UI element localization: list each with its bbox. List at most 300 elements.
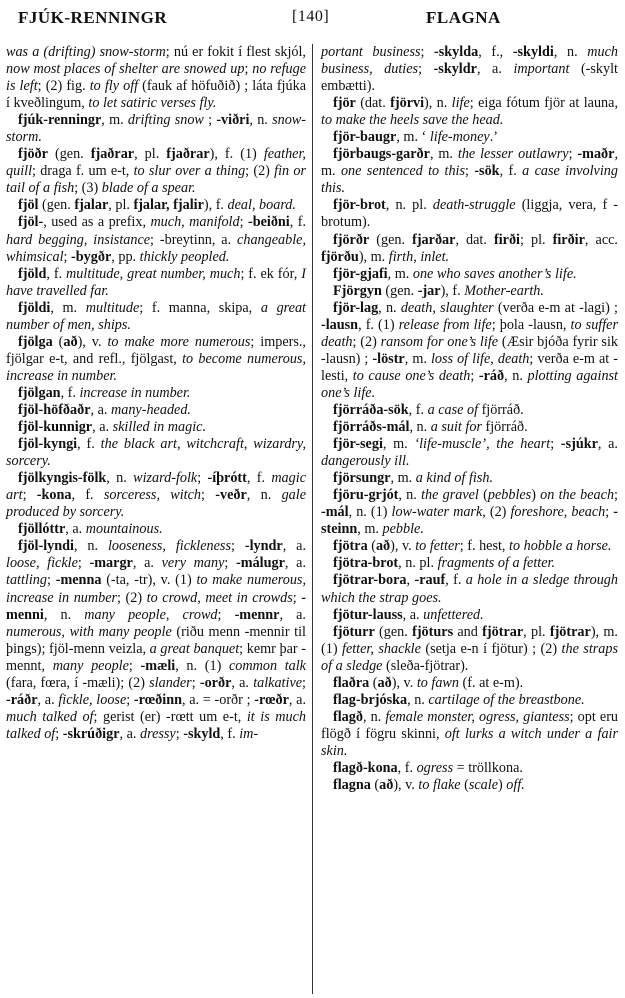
entry-text: ; <box>203 112 217 129</box>
entry-text: (gen. <box>38 197 75 214</box>
left-column-entry <box>6 334 306 385</box>
headword: -skyldr <box>433 61 477 78</box>
definition-text: im- <box>239 725 259 742</box>
definition-text: thickly peopled. <box>139 248 230 265</box>
left-column-entry <box>6 402 306 419</box>
definition-text: plotting against one’s life. <box>321 367 618 401</box>
headword: fjötrar <box>482 623 524 640</box>
headword: -mennr <box>234 606 280 623</box>
entry-text: ), m. (1) <box>321 623 618 657</box>
definition-text: a great number of men, ships. <box>6 299 306 333</box>
headword: fjöl-kyngi <box>18 436 78 453</box>
entry-text: , pl. <box>523 623 550 640</box>
entry-text: (riðu menn -mennir til þings); fjöl-menn veizla, <box>6 623 306 657</box>
entry-text: ; <box>292 589 302 606</box>
definition-text: many people, crowd <box>84 606 218 623</box>
entry-text: (gen. <box>374 623 413 640</box>
right-column-entry <box>321 402 618 419</box>
headword: að <box>377 674 392 691</box>
definition-text: ) snow-storm <box>90 44 166 60</box>
headword: fjötrar <box>549 623 591 640</box>
headword: -rauf <box>414 572 446 589</box>
entry-text: , dat. <box>455 231 494 248</box>
definition-text: wizard-folk <box>133 470 198 487</box>
definition-text: fragments of a fetter. <box>437 555 555 572</box>
left-column-entry <box>6 146 306 197</box>
entry-text: , pp. <box>111 248 140 265</box>
entry-text: ; <box>550 436 561 453</box>
headword: fjörbaugs-garðr <box>333 146 430 163</box>
right-column-entry <box>321 607 618 624</box>
headword: -skylda <box>434 44 479 60</box>
headword: fjötrar-bora <box>333 572 407 589</box>
definition-text: sorceress, witch <box>103 487 202 504</box>
entry-text: ( <box>369 674 378 691</box>
entry-text: ; <box>217 606 235 623</box>
right-column-entry <box>321 470 618 487</box>
definition-text: fetter, shackle <box>342 640 421 657</box>
entry-text: ; <box>418 61 434 78</box>
entry-text: (dat. <box>355 95 391 112</box>
definition-text: ogress <box>416 759 454 776</box>
entry-text: , a. = -orðr ; <box>182 691 255 708</box>
headword: fjör-lag <box>333 299 379 316</box>
entry-text: = tröllkona. <box>453 759 523 776</box>
headword: -lyndr <box>244 538 283 555</box>
headword: -sjúkr <box>560 436 598 453</box>
entry-text: , n. (1) <box>175 657 229 674</box>
definition-text: to cause one’s death <box>352 367 471 384</box>
right-column-entry <box>321 95 618 129</box>
entry-text: ), f. (1) <box>209 146 264 163</box>
entry-text: , n. <box>553 44 588 60</box>
headword: -margr <box>89 555 133 572</box>
definition-text: multitude, great number, much <box>66 265 241 282</box>
left-column-entry <box>6 197 306 214</box>
definition-text: important <box>513 61 570 78</box>
headword: -mál <box>321 504 349 521</box>
definition-text: low-water mark <box>391 504 483 521</box>
definition-text: to become numerous, increase in number. <box>6 350 306 384</box>
definition-text: death-struggle <box>432 197 516 214</box>
entry-text: , n. <box>407 691 429 708</box>
definition-text: to make numerous, increase in number <box>6 572 306 606</box>
entry-text: , a. <box>132 555 162 572</box>
column-divider <box>312 44 313 994</box>
entry-text: ( <box>460 777 469 794</box>
entry-text: ; pl. <box>519 231 553 248</box>
entry-text: ( <box>52 333 64 350</box>
entry-text: , n. <box>246 487 282 504</box>
headword: -íþrótt <box>207 470 247 487</box>
headword: fjör <box>333 95 356 112</box>
entry-text: ; <box>47 572 56 589</box>
definition-text: scale <box>468 777 498 794</box>
definition-text: multitude <box>85 299 140 316</box>
definition-text: drifting <box>48 44 91 60</box>
entry-text: ; <box>126 691 134 708</box>
entry-text: ( <box>478 487 488 504</box>
entry-text: , f. <box>289 214 306 231</box>
entry-text: , n. <box>398 487 422 504</box>
entry-text: , n. <box>43 606 85 623</box>
entry-text: ; <box>302 674 306 691</box>
entry-text: , n. <box>106 470 134 487</box>
entry-text: ), m. <box>358 248 389 265</box>
definition-text: many people <box>52 657 129 674</box>
definition-text: to fly off <box>89 78 139 95</box>
headword: fjöl- <box>18 214 44 231</box>
definition-text: increase in number. <box>79 384 191 401</box>
entry-text: ; <box>420 44 435 60</box>
entry-text: ; <box>465 163 475 180</box>
definition-text: loss of life, death <box>430 350 530 367</box>
definition-text: gale produced by sorcery. <box>6 487 306 521</box>
entry-text: (liggja, vera, f -brotum). <box>321 197 618 231</box>
entry-text: (fara, fœra, í -mæli); (2) <box>6 674 150 691</box>
definition-text: to flake <box>418 777 461 794</box>
headword: -steinn <box>321 504 619 538</box>
headword: -jar <box>417 282 441 299</box>
entry-text: ( <box>367 538 376 555</box>
entry-text: , f. <box>46 265 67 282</box>
definition-text: the straps of a sledge <box>321 640 619 674</box>
headword: fjöðr <box>18 146 48 163</box>
entry-text: , a. <box>279 606 306 623</box>
definition-text: no refuge is left <box>6 61 306 95</box>
entry-text: , f. <box>60 384 80 401</box>
entry-text: ; <box>55 725 63 742</box>
right-column-entry <box>321 572 618 606</box>
entry-text: , f. <box>408 401 428 418</box>
entry-text: (f. at e-m). <box>459 674 524 691</box>
right-column-entry <box>321 709 618 760</box>
entry-text: , a. <box>282 538 306 555</box>
headword: fjötur-lauss <box>333 606 403 623</box>
definition-text: feather, quill <box>6 146 306 180</box>
entry-text: .’ <box>489 129 498 146</box>
headword: fjörráða-sök <box>333 401 409 418</box>
right-column-entry <box>321 624 618 675</box>
headword: flagð-kona <box>333 759 398 776</box>
entry-text: ; <box>63 248 72 265</box>
definition-text: to make the heels save the head. <box>321 112 504 129</box>
entry-text: ; <box>77 555 90 572</box>
entry-text: (gen. <box>381 282 418 299</box>
headword: -málugr <box>236 555 285 572</box>
entry-text: , m. ‘ <box>396 129 430 146</box>
definition-text: many-headed. <box>111 401 191 418</box>
headword: -skrúðigr <box>62 725 120 742</box>
entry-text: ; (3) <box>74 180 102 197</box>
definition-text: drifting snow <box>127 112 204 129</box>
headword: Fjörgyn <box>333 282 382 299</box>
definition-text: firth, inlet. <box>388 248 450 265</box>
definition-text: life <box>451 95 470 112</box>
headword: fjöl-kunnigr <box>18 419 93 436</box>
left-column-entry <box>6 266 306 300</box>
definition-text: the gravel <box>421 487 479 504</box>
definition-text: dressy <box>140 725 176 742</box>
headword: -lausn <box>321 316 359 333</box>
headword: -maðr <box>577 146 615 163</box>
entry-text: , a. <box>65 521 86 538</box>
definition-text: I have travelled far. <box>6 265 306 299</box>
definition-text: loose, fickle <box>6 555 78 572</box>
right-column-entry <box>321 232 618 266</box>
right-column-entry <box>321 487 618 538</box>
headword: fjölga <box>18 333 53 350</box>
entry-text: ; (2) <box>117 589 147 606</box>
definition-text: now most places of shelter are snowed up <box>6 61 245 78</box>
entry-text: , f. <box>499 163 523 180</box>
headword: -skyldi <box>512 44 554 60</box>
headword: -viðri <box>216 112 250 129</box>
definition-text: was a ( <box>6 44 49 60</box>
definition-text: on the beach <box>540 487 615 504</box>
page-number: [140] <box>292 8 330 25</box>
definition-text: one sentenced to this <box>340 163 466 180</box>
entry-text: (setja e-n í fjötur) ; (2) <box>420 640 562 657</box>
definition-text: ransom for one’s life <box>380 333 499 350</box>
entry-text: ) <box>498 777 507 794</box>
entry-text: (verða e-m at -lagi) ; <box>493 299 618 316</box>
headword: flaðra <box>333 674 370 691</box>
entry-text: ; <box>470 367 479 384</box>
entry-text: ; <box>22 487 37 504</box>
entry-text: , f. <box>397 759 417 776</box>
definition-text: Mother-earth. <box>464 282 544 299</box>
entry-text: ), v. <box>390 538 416 555</box>
entry-text: , a. <box>597 436 618 453</box>
entry-text: ; þola -lausn, <box>491 316 571 333</box>
entry-text: , f., <box>478 44 513 60</box>
right-column-entry <box>321 538 618 555</box>
entry-text: ; kemr þar -mennt, <box>6 640 306 674</box>
headword: fjöru-grjót <box>333 487 399 504</box>
definition-text: a great banquet <box>149 640 240 657</box>
left-column-entry <box>6 470 306 521</box>
headword: að <box>375 538 391 555</box>
entry-text: ; <box>224 555 237 572</box>
entry-text: , pl. <box>134 146 167 163</box>
headword: fjöturs <box>412 623 454 640</box>
entry-text: , m. <box>404 350 431 367</box>
entry-text: (gen. <box>369 231 413 248</box>
entry-text: , n. (1) <box>348 504 392 521</box>
headword: -orðr <box>199 674 232 691</box>
headword: fjöldi <box>18 299 51 316</box>
headword: -beiðni <box>247 214 290 231</box>
entry-text: , m. <box>390 470 416 487</box>
entry-text: , f. <box>77 436 101 453</box>
entry-text: , m. <box>382 436 415 453</box>
headword: -menna <box>55 572 102 589</box>
definition-text: tattling <box>6 572 47 589</box>
definition-text: to let satiric verses fly. <box>88 95 217 112</box>
entry-text: , n. pl. <box>385 197 433 214</box>
headword: fjörvi <box>390 95 425 112</box>
entry-text: ; (2) <box>352 333 381 350</box>
entry-text: ), n. <box>424 95 452 112</box>
entry-text: , n. <box>362 708 386 725</box>
left-column <box>6 44 306 743</box>
right-column-entry <box>321 777 618 794</box>
definition-text: one who saves another’s life. <box>412 265 577 282</box>
definition-text: a hole in a sledge through which the strap goes. <box>321 572 618 606</box>
definition-text: fickle, loose <box>58 691 127 708</box>
definition-text: slander <box>149 674 192 691</box>
entry-text: ; eiga fótum fjör at launa, <box>469 95 618 112</box>
definition-text: snow-storm. <box>6 112 306 146</box>
entry-text: ), v. <box>77 333 108 350</box>
definition-text: looseness, fickleness <box>107 538 231 555</box>
headword: fjöl-lyndi <box>18 538 74 555</box>
entry-text: ; <box>614 487 618 504</box>
entry-text: ; nú er fokit í flest skjól, <box>165 44 306 60</box>
right-column-entry <box>321 760 618 777</box>
entry-text: ; f. manna, skipa, <box>139 299 261 316</box>
definition-text: a case involving this. <box>321 163 618 197</box>
headword: flagð <box>333 708 363 725</box>
right-column-entry <box>321 283 618 300</box>
entry-text: ; <box>605 504 614 521</box>
entry-text: , n. <box>73 538 108 555</box>
headword: fjarðar <box>412 231 456 248</box>
headword: fjaðrar <box>90 146 135 163</box>
left-column-entry <box>6 44 306 112</box>
entry-text: ), f. <box>203 197 228 214</box>
headword: fjöllóttr <box>18 521 66 538</box>
entry-text: , a. <box>92 419 113 436</box>
headword: -rœðinn <box>133 691 182 708</box>
entry-text: , a. <box>402 606 424 623</box>
right-column-entry <box>321 692 618 709</box>
right-guide-word: FLAGNA <box>426 8 501 27</box>
definition-text: the lesser outlawry <box>457 146 569 163</box>
right-column <box>321 44 618 794</box>
headword: -mæli <box>140 657 176 674</box>
entry-text: , m. <box>50 299 86 316</box>
headword: flagna <box>333 777 371 794</box>
entry-text: ; <box>568 146 578 163</box>
headword: fjör-baugr <box>333 129 397 146</box>
definition-text: release from life <box>398 316 492 333</box>
right-column-entry <box>321 146 618 197</box>
right-column-entry <box>321 555 618 572</box>
definition-text: a suit for <box>430 419 482 436</box>
headword: að <box>379 777 394 794</box>
entry-text: , f. <box>71 487 104 504</box>
right-column-entry <box>321 197 618 231</box>
entry-text: , (2) <box>482 504 511 521</box>
headword: fjalar <box>74 197 109 214</box>
entry-text: , n. <box>378 299 401 316</box>
definition-text: oft lurks a witch under a fair skin. <box>321 725 618 759</box>
definition-text: talkative <box>253 674 303 691</box>
headword: -skyld <box>183 725 221 742</box>
entry-text: , n. <box>249 112 273 129</box>
definition-text: death, slaughter <box>400 299 494 316</box>
entry-text: , m. <box>101 112 128 129</box>
entry-text: ), v. <box>393 777 419 794</box>
left-guide-word: FJÚK-RENNINGR <box>18 8 168 27</box>
entry-text: ; f. ek fór, <box>240 265 302 282</box>
entry-text: ; gerist (er) -rœtt um e-t, <box>93 708 247 725</box>
entry-text: fjörráð. <box>478 401 524 418</box>
entry-text: , f. <box>246 470 272 487</box>
left-column-entry <box>6 112 306 146</box>
definition-text: pebble. <box>382 521 424 538</box>
right-column-entry <box>321 675 618 692</box>
definition-text: skilled in magic. <box>112 419 206 436</box>
entry-text: ; <box>197 470 208 487</box>
headword: -ráðr <box>6 691 38 708</box>
entry-text: ; <box>128 657 141 674</box>
entry-text: , used as a prefix, <box>43 214 151 231</box>
definition-text: deal, board. <box>227 197 296 214</box>
headword: fjörráðs-mál <box>333 419 410 436</box>
entry-text: , a. <box>476 61 514 78</box>
right-column-entry <box>321 300 618 402</box>
entry-text: ; verða e-m at -lesti, <box>321 350 618 384</box>
entry-text: , acc. <box>584 231 618 248</box>
right-column-entry <box>321 266 618 283</box>
headword: fjör-gjafi <box>333 265 388 282</box>
definition-text: dangerously ill. <box>321 453 410 470</box>
definition-text: ‘life-muscle’, the heart <box>414 436 551 453</box>
entry-text: , a. <box>288 691 306 708</box>
entry-text: ; opt eru flögð í fögru skinni, <box>321 708 619 742</box>
definition-text: common talk <box>228 657 306 674</box>
headword: fjöl <box>18 197 39 214</box>
page-header <box>0 0 625 34</box>
definition-text: fin or tail of a fish <box>6 163 306 197</box>
entry-text: ; -breytinn, a. <box>150 231 238 248</box>
right-column-entry <box>321 44 618 95</box>
entry-text: , f. <box>220 725 240 742</box>
entry-text: , <box>406 572 415 589</box>
entry-text: (Æsir bjóða fyrir sik -lausn) ; <box>321 333 618 367</box>
headword: fjörðr <box>333 231 370 248</box>
definition-text: magic art <box>6 470 306 504</box>
headword: -bygðr <box>71 248 112 265</box>
headword: fjötra-brot <box>333 555 399 572</box>
entry-text: ( <box>370 777 380 794</box>
definition-text: to suffer death <box>321 316 618 350</box>
headword: -rœðr <box>254 691 289 708</box>
headword: fjörðu <box>321 248 359 265</box>
left-column-entry <box>6 521 306 538</box>
definition-text: to fetter <box>415 538 460 555</box>
entry-text: and <box>453 623 483 640</box>
entry-text: fjörráð. <box>481 419 528 436</box>
left-column-entry <box>6 300 306 334</box>
entry-text: (gen. <box>47 146 91 163</box>
headword: fjötra <box>333 538 368 555</box>
headword: flag-brjóska <box>333 691 408 708</box>
definition-text: much talked of <box>6 708 94 725</box>
definition-text: a kind of fish. <box>415 470 494 487</box>
headword: fjöturr <box>333 623 375 640</box>
definition-text: to slur over a thing <box>133 163 246 180</box>
definition-text: female monster, ogress, giantess <box>385 708 570 725</box>
headword: fjörsungr <box>333 470 391 487</box>
headword: -ráð <box>478 367 505 384</box>
entry-text: , m. <box>357 521 383 538</box>
definition-text: portant business <box>321 44 421 60</box>
headword: -löstr <box>372 350 405 367</box>
